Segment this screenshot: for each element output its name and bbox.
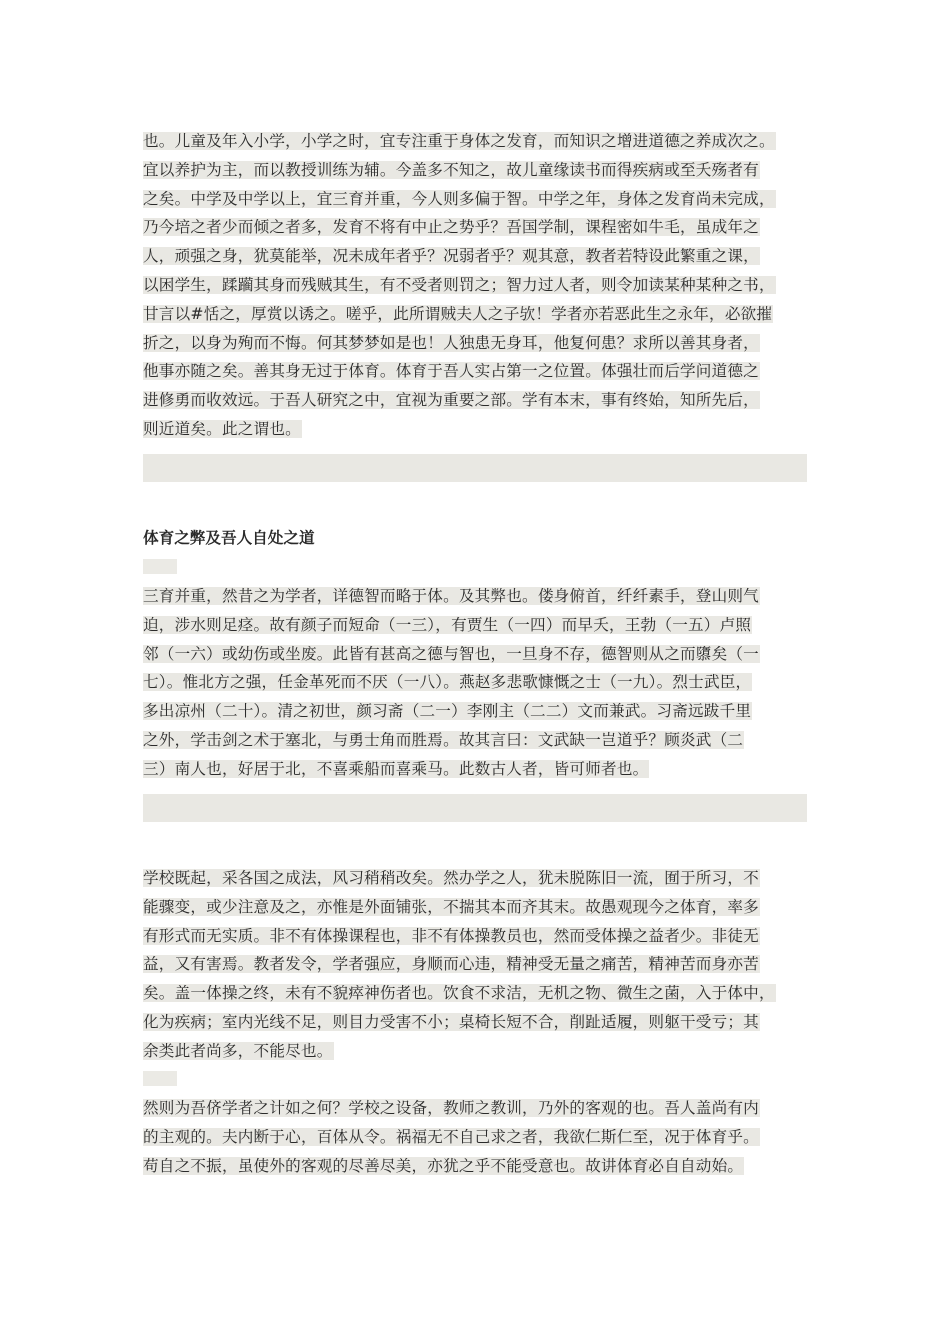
paragraph-4 <box>143 1096 807 1182</box>
text-line: 益，又有害焉。教者发令，学者强应，身顺而心违，精神受无量之痛苦，精神苦而身亦苦 <box>143 955 759 974</box>
text-line: 乃今培之者少而倾之者多，发育不将有中止之势乎？吾国学制，课程密如牛毛，虽成年之 <box>143 218 759 237</box>
text-line: 然则为吾侪学者之计如之何？学校之设备，教师之教训，乃外的客观的也。吾人盖尚有内 <box>143 1099 759 1117</box>
blank-highlight-marker <box>143 559 177 574</box>
text-line: 矣。盖一体操之终，未有不貌瘁神伤者也。饮食不求洁，无机之物、微生之菌，入于体中， <box>143 984 775 1003</box>
text-line: 的主观的。夫内断于心，百体从令。祸福无不自己求之者，我欲仁斯仁至，况于体育乎。 <box>143 1127 759 1146</box>
blank-highlight-marker <box>143 1071 177 1086</box>
text-line: 苟自之不振，虽使外的客观的尽善尽美，亦犹之乎不能受意也。故讲体育必自自动始。 <box>143 1156 744 1175</box>
text-line: 折之，以身为殉而不悔。何其梦梦如是也！人独患无身耳，他复何患？求所以善其身者， <box>143 333 759 352</box>
text-line: 之外，学击剑之术于塞北，与勇士角而胜焉。故其言曰：文武缺一岂道乎？顾炎武（二 <box>143 730 744 749</box>
text-line: 迫，涉水则足痉。故有颜子而短命（一三），有贾生（一四）而早夭，王勃（一五）卢照 <box>143 615 752 634</box>
text-line: 进修勇而收效远。于吾人研究之中，宜视为重要之部。学有本末，事有终始，知所先后， <box>143 391 759 410</box>
text-line: 宜以养护为主，而以教授训练为辅。今盖多不知之，故儿童缘读书而得疾病或至夭殇者有 <box>143 160 759 179</box>
paragraph-1 <box>143 129 807 446</box>
blank-highlight-bar <box>143 454 807 482</box>
text-line: 化为疾病；室内光线不足，则目力受害不小；桌椅长短不合，削趾适履，则躯干受亏；其 <box>143 1012 759 1031</box>
text-line: 邻（一六）或幼伤或坐废。此皆有甚高之德与智也，一旦身不存，德智则从之而隳矣（一 <box>143 644 759 663</box>
text-line: 有形式而无实质。非不有体操课程也，非不有体操教员也，然而受体操之益者少。非徒无 <box>143 926 759 945</box>
text-line: 甘言以#恬之，厚赏以诱之。嗟乎，此所谓贼夫人之子欤！学者亦若恶此生之永年，必欲摧 <box>143 304 773 323</box>
text-line: 多出凉州（二十）。清之初世，颜习斋（二一）李刚主（二二）文而兼武。习斋远跋千里 <box>143 702 752 721</box>
text-line: 则近道矣。此之谓也。 <box>143 419 301 438</box>
paragraph-3 <box>143 866 807 1068</box>
text-line: 三）南人也，好居于北，不喜乘船而喜乘马。此数古人者，皆可师者也。 <box>143 759 649 778</box>
text-line: 三育并重，然昔之为学者，详德智而略于体。及其弊也。偻身俯首，纤纤素手，登山则气 <box>143 587 759 605</box>
text-line: 以困学生，蹂躏其身而残贼其生，有不受者则罚之；智力过人者，则令加读某种某种之书， <box>143 275 775 294</box>
text-line: 学校既起，采各国之成法，风习稍稍改矣。然办学之人，犹未脱陈旧一流，囿于所习，不 <box>143 869 759 887</box>
text-line: 他事亦随之矣。善其身无过于体育。体育于吾人实占第一之位置。体强壮而后学问道德之 <box>143 362 759 381</box>
text-line: 人，顽强之身，犹莫能举，况未成年者乎？况弱者乎？观其意，教者若特设此繁重之课， <box>143 247 759 266</box>
section-heading: 体育之弊及吾人自处之道 <box>143 528 315 547</box>
text-line: 也。儿童及年入小学，小学之时，宜专注重于身体之发育，而知识之增进道德之养成次之。 <box>143 132 775 150</box>
paragraph-2 <box>143 584 807 786</box>
text-line: 能骤变，或少注意及之，亦惟是外面铺张，不揣其本而齐其末。故愚观现今之体育，率多 <box>143 897 759 916</box>
text-line: 之矣。中学及中学以上，宜三育并重，今人则多偏于智。中学之年，身体之发育尚未完成， <box>143 189 775 208</box>
document-page <box>143 0 807 1344</box>
blank-highlight-bar <box>143 794 807 822</box>
text-line: 余类此者尚多，不能尽也。 <box>143 1041 333 1060</box>
text-line: 七）。惟北方之强，任金革死而不厌（一八）。燕赵多悲歌慷慨之士（一九）。烈士武臣， <box>143 673 752 692</box>
